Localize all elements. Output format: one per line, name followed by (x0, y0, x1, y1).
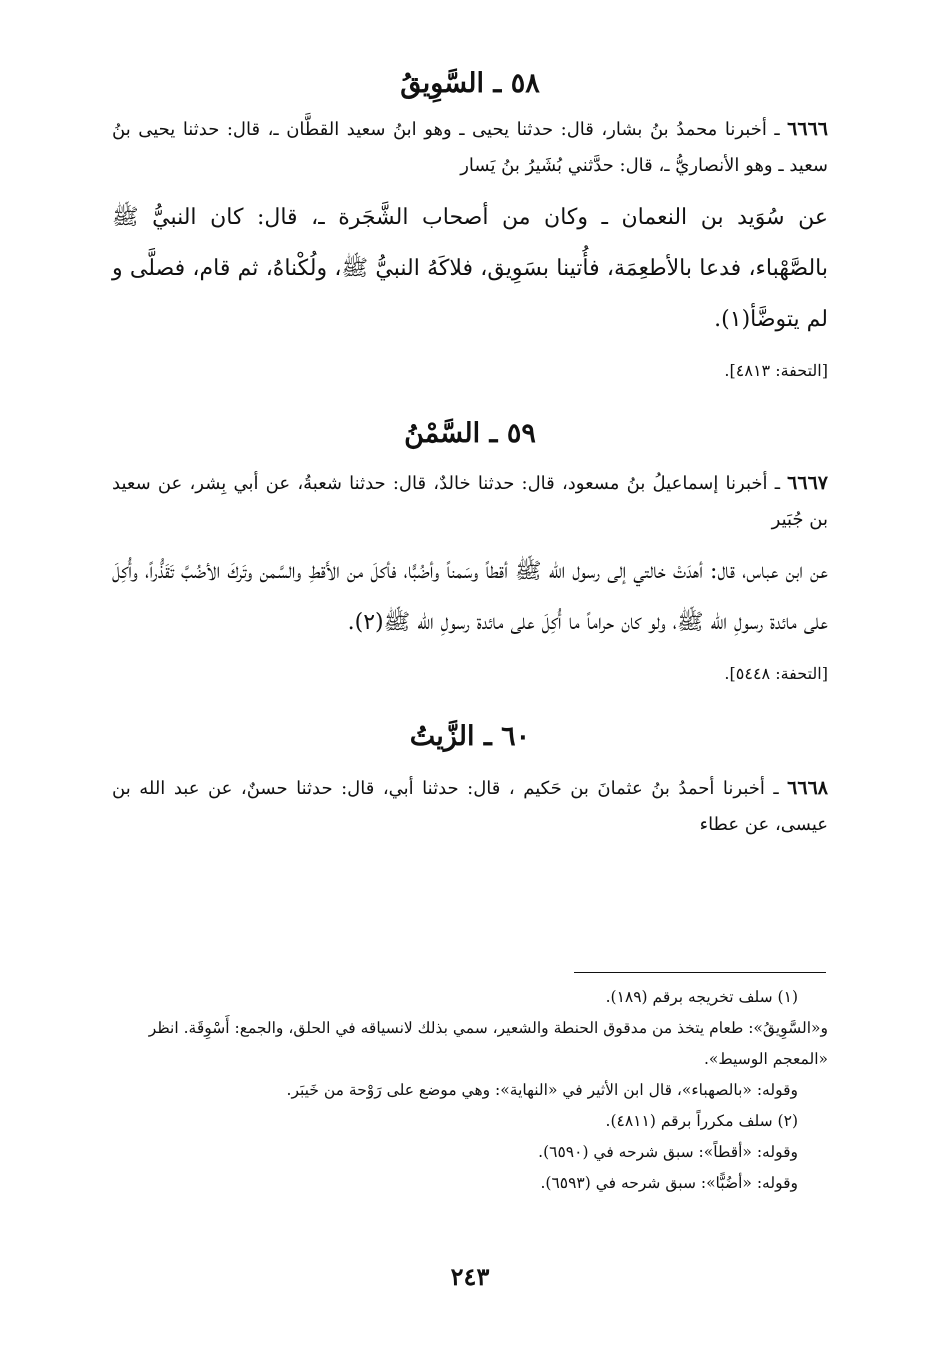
tuhfa-reference: [التحفة: ٥٤٤٨]. (724, 664, 828, 683)
page-body (112, 60, 828, 843)
hadith-number: ٦٦٦٧ (787, 472, 828, 494)
hadith-6666-isnad (112, 111, 828, 184)
chapter-title-60: ٦٠ ـ الزَّيتُ (409, 721, 531, 752)
footnote-1-note: وقوله: «بالصهباء»، قال ابن الأثير في «النهاية»: وهي موضع على رَوْحة من خَيبَر. (286, 1081, 798, 1099)
footnote-2: (٢) سلف مكرراً برقم (٤٨١١). (605, 1112, 798, 1130)
footnote-1-note: و«السَّوِيقُ»: طعام يتخذ من مدقوق الحنطة والشعير، سمي بذلك لانسياقه في الحلق، والجمع: أَسْوِقَة. انظر «المعجم الوسيط». (148, 1019, 828, 1068)
page-number: ٢٤٣ (450, 1262, 490, 1291)
isnad-text: ـ أخبرنا محمدُ بنُ بشار، قال: حدثنا يحيى ـ وهو ابنُ سعيد القطَّان ـ، قال: حدثنا يحيى بنُ سعيد ـ وهو الأنصاريُّ ـ، قال: حدَّثني بُشَيرُ بنُ يَسار (112, 119, 828, 176)
chapter-title-59: ٥٩ ـ السَّمْنُ (404, 418, 536, 449)
hadith-number: ٦٦٦٦ (787, 118, 828, 140)
hadith-6668-isnad (112, 770, 828, 843)
isnad-text: ـ أخبرنا أحمدُ بنُ عثمانَ بن حَكيم ، قال: حدثنا أبي، قال: حدثنا حسنٌ، عن عبد الله بن عيسى، عن عطاء (112, 778, 828, 835)
footnote-separator (574, 972, 826, 973)
footnote-1: (١) سلف تخريجه برقم (١٨٩). (605, 988, 798, 1006)
footnotes (112, 982, 828, 1199)
hadith-6667-matn: عن ابن عباس، قال: أهدَتْ خالتي إلى رسول الله ﷺ أقطاً وسَمناً وأضُبًّا، فأكلَ من الأَقطِ والسَّمن وتَركَ الأضُبَّ تَقَذُّراً، وأُكِلَ على مائدة رسولِ الله ﷺ، ولو كان حراماً ما أُكِلَ على مائدة رسولِ الله ﷺ(٢). (112, 559, 828, 635)
isnad-text: ـ أخبرنا إسماعيلُ بنُ مسعود، قال: حدثنا خالدٌ، قال: حدثنا شعبةُ، عن أبي بِشر، عن سعيد بن جُبَير (112, 473, 828, 530)
hadith-number: ٦٦٦٨ (787, 777, 828, 799)
footnote-2-note: وقوله: «أضُبًّا»: سبق شرحه في (٦٥٩٣). (540, 1174, 798, 1192)
tuhfa-reference: [التحفة: ٤٨١٣]. (724, 361, 828, 380)
hadith-6667-isnad (112, 465, 828, 538)
footnote-2-note: وقوله: «أقطاً»: سبق شرحه في (٦٥٩٠). (538, 1143, 798, 1161)
hadith-6666-matn: عن سُوَيد بن النعمان ـ وكان من أصحاب الشَّجَرة ـ، قال: كان النبيُّ ﷺ بالصَّهْباء، فدعا بالأطعِمَة، فأُتينا بسَوِيق، فلاكَهُ النبيُّ ﷺ، ولُكْناهُ، ثم قام، فصلَّى و لم يتوضَّأ(١). (112, 205, 828, 332)
chapter-title-58: ٥٨ ـ السَّوِيقُ (400, 68, 540, 99)
